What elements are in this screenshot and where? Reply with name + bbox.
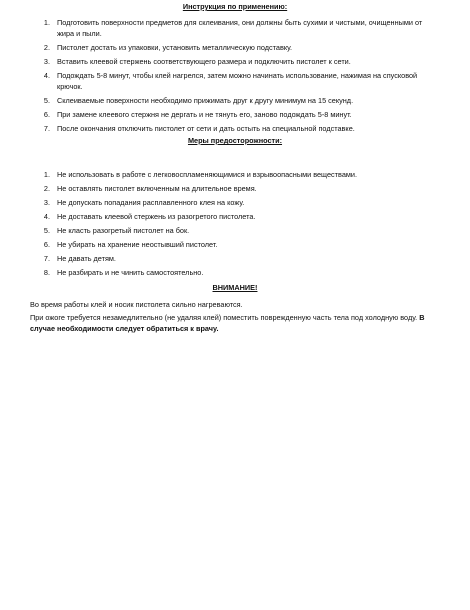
item-number: 2. <box>43 184 50 193</box>
list-item <box>36 197 426 208</box>
warning-bold-text: В случае необходимости следует обратиться к врачу. <box>30 313 425 333</box>
list-item <box>36 239 426 250</box>
item-text: Не класть разогретый пистолет на бок. <box>57 226 190 235</box>
item-text: Склеиваемые поверхности необходимо прижимать друг к другу минимум на 15 секунд. <box>57 96 354 105</box>
warning-title: ВНИМАНИЕ! <box>212 283 258 292</box>
instructions-title: Инструкция по применению: <box>182 2 288 11</box>
precautions-title: Меры предосторожности: <box>187 136 283 145</box>
list-item <box>36 267 426 278</box>
instructions-list <box>36 17 426 137</box>
list-item <box>36 70 426 92</box>
list-item <box>36 123 426 134</box>
item-number: 3. <box>43 57 50 66</box>
list-item <box>36 225 426 236</box>
item-text: Не разбирать и не чинить самостоятельно. <box>57 268 204 277</box>
item-number: 6. <box>43 240 50 249</box>
list-item <box>36 183 426 194</box>
item-number: 6. <box>43 110 50 119</box>
item-text: Не использовать в работе с легковоспламеняющимися и взрывоопасными веществами. <box>57 170 358 179</box>
item-number: 1. <box>43 170 50 179</box>
item-text: Не допускать попадания расплавленного клея на кожу. <box>57 198 245 207</box>
item-text: Не убирать на хранение неостывший пистолет. <box>57 240 218 249</box>
item-text: Подождать 5-8 минут, чтобы клей нагрелся, затем можно начинать использование, нажимая на спусковой крючок. <box>57 71 418 91</box>
item-number: 7. <box>43 124 50 133</box>
list-item <box>36 56 426 67</box>
item-number: 2. <box>43 43 50 52</box>
item-number: 3. <box>43 198 50 207</box>
item-text: Подготовить поверхности предметов для склеивания, они должны быть сухими и чистыми, очищенными от жира и пыли. <box>57 18 423 38</box>
list-item <box>36 109 426 120</box>
item-number: 1. <box>43 18 50 27</box>
item-text: Не оставлять пистолет включенным на длительное время. <box>57 184 257 193</box>
item-text: Не давать детям. <box>57 254 116 263</box>
warning-line-2 <box>30 312 430 334</box>
item-number: 7. <box>43 254 50 263</box>
list-item <box>36 17 426 39</box>
list-item <box>36 42 426 53</box>
precautions-list <box>36 169 426 281</box>
item-number: 4. <box>43 71 50 80</box>
item-text: Не доставать клеевой стержень из разогретого пистолета. <box>57 212 256 221</box>
item-number: 5. <box>43 226 50 235</box>
list-item <box>36 169 426 180</box>
item-number: 4. <box>43 212 50 221</box>
item-text: После окончания отключить пистолет от сети и дать остыть на специальной подставке. <box>57 124 355 133</box>
warning-text: При ожоге требуется незамедлительно (не удаляя клей) поместить поврежденную часть тела под холодную воду. <box>30 313 418 322</box>
item-text: Вставить клеевой стержень соответствующего размера и подключить пистолет к сети. <box>57 57 351 66</box>
item-text: При замене клеевого стержня не дергать и не тянуть его, заново подождать 5-8 минут. <box>57 110 352 119</box>
item-number: 5. <box>43 96 50 105</box>
item-text: Пистолет достать из упаковки, установить металлическую подставку. <box>57 43 293 52</box>
list-item <box>36 253 426 264</box>
warning-line-1: Во время работы клей и носик пистолета сильно нагреваются. <box>30 300 243 309</box>
list-item <box>36 211 426 222</box>
item-number: 8. <box>43 268 50 277</box>
list-item <box>36 95 426 106</box>
